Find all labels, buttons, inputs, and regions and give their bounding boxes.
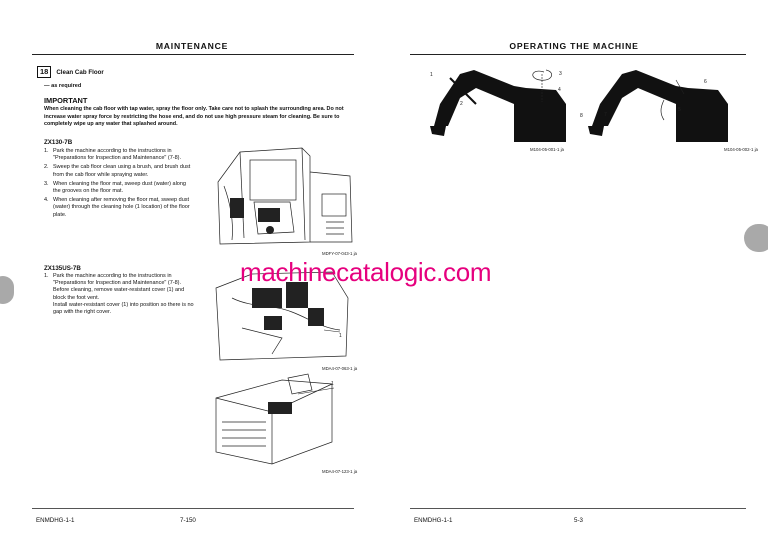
list-item: 2. Sweep the cab floor clean using a brush, and brush dust from the cab floor while spraying water. [44,164,191,178]
figure-caption: M104-05-001-1 ja [530,147,564,152]
page-number: 5-3 [574,517,583,524]
callout-2: 2 [460,101,463,107]
watermark: machinecatalogic.com [240,257,492,287]
page-number: 7-150 [180,517,196,524]
excavator-boom-figure [580,64,740,144]
callout-3: 3 [559,71,562,77]
page-header-right: OPERATING THE MACHINE [509,41,639,51]
page-header-left: MAINTENANCE [155,41,229,51]
callout-5: 5 [678,107,681,113]
list-item: 1. Park the machine according to the instructions in "Preparations for Inspection and Maintenance" (7-8). [44,148,182,162]
callout-1: 1 [339,333,342,339]
list-item: 4. When cleaning after removing the floor mat, sweep dust (water) through the cleaning hole (1 location) of the floor plate. [44,197,190,218]
interval-text: — as required [44,83,82,89]
model2-steps [44,273,194,318]
figure-caption: M104-05-002-1 ja [724,147,758,152]
section-tab [744,224,768,252]
list-item: Before cleaning, remove water-resistant cover (1) and block the foot vent. [53,287,185,301]
model2-title: ZX135US-7B [44,265,81,272]
callout-8: 8 [580,113,583,119]
callout-1: 1 [430,72,433,78]
footer-doc-id: ENMDHG-1-1 [36,517,75,524]
footer-rule-right [410,508,746,509]
section-title: Clean Cab Floor [56,68,104,76]
list-item: Install water-resistant cover (1) into position so there is no gap with the right cover. [53,301,194,316]
footer-doc-id: ENMDHG-1-1 [414,517,453,524]
header-rule-left [32,54,354,55]
figure-caption: MDFY-07-043-1 ja [322,251,357,256]
section-tab [0,276,14,304]
excavator-swing-figure [416,64,576,144]
callout-7: 7 [604,112,607,118]
list-item: 3. When cleaning the floor mat, sweep dust (water) along the grooves on the floor mat. [44,180,186,195]
callout-4: 4 [558,87,561,93]
figure-caption: MDA4-07-063-1 ja [322,366,358,371]
figure-caption: MDA4-07-123-1 ja [322,469,358,474]
list-item: 1. Park the machine according to the instructions in "Preparations for Inspection and Maintenance" (7-8). [44,273,182,287]
section-number: 18 [37,66,51,78]
model1-steps [44,148,194,221]
section-heading [37,66,104,78]
callout-1: 1 [331,381,334,387]
footer-rule-left [32,508,354,509]
important-text: When cleaning the cab floor with tap water, spray the floor only. Take care not to splash the surrounding area. Do not increase water spray force by restricting the hose end, and do not use high pressure steam for cleaning. Be sure to completely wipe up any water that splashed around. [44,106,344,128]
important-title: IMPORTANT [44,96,88,105]
model1-title: ZX130-7B [44,139,73,146]
callout-6: 6 [704,79,707,85]
header-rule-right [410,54,746,55]
cab-interior-figure [210,142,360,250]
